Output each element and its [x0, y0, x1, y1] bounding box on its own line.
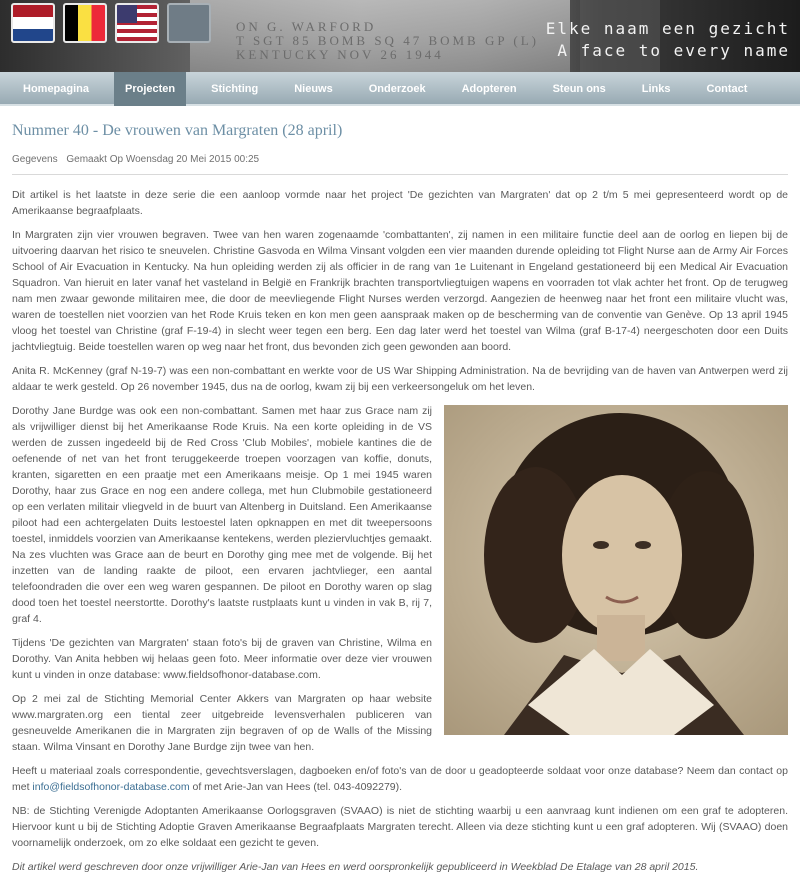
article-title: Nummer 40 - De vrouwen van Margraten (28 april) [12, 122, 343, 139]
site-slogan [546, 18, 790, 62]
nav-stichting[interactable]: Stichting [211, 83, 259, 95]
nav-nieuws[interactable]: Nieuws [294, 83, 333, 95]
nav-onderzoek[interactable]: Onderzoek [368, 83, 426, 95]
meta-divider [12, 174, 788, 175]
dutch-flag-icon[interactable] [11, 3, 55, 43]
article-paragraph: Anita R. McKenney (graf N-19-7) was een non-combattant en werkte voor de US War Shipping Administration. Na de bevrijding van de haven van Antwerpen werd zij aldaar te werk gesteld. Op 26 november 1945, dus na de oorlog, kwam zij bij een verkeersongeluk om het leven. [12, 365, 788, 393]
nav-projecten[interactable]: Projecten [114, 72, 186, 106]
headstone-engraving: ON G. WARFORD T SGT 85 BOMB SQ 47 BOMB GP (L) KENTUCKY NOV 26 1944 [236, 19, 539, 62]
nav-links[interactable]: Links [641, 83, 671, 95]
article-paragraph: In Margraten zijn vier vrouwen begraven. Twee van hen waren zogenaamde 'combattanten', zij namen in een militaire functie deel aan de oorlog en liepen bij de uitvoering daarvan het risico te sneuvelen. Christine Gasvoda en Wilma Vinsant volgden een vier maanden durende opleiding tot Flight Nurse aan de Army Air Forces School of Air Evacuation in Kentucky. Na hun opleiding werden zij als officier in de rang van 1e Luitenant in Engeland gestationeerd bij een Medical Air Evacuation Squadron. Van hieruit en later vanaf het vasteland in België en Frankrijk brachten transportvliegtuigen wapens en voorraden tot vlak achter het front. Op de terugweg nam men zwaar gewonde militairen mee, die door de meevliegende Flight Nurses werden verzorgd. Aangezien de heenweg naar het front een militaire vlucht was, waren de toestellen niet voorzien van het Rode Kruis teken en kon men geen aanspraak maken op de bescherming van de conventie van Genève. Op 13 april 1945 vloog het toestel van Christine (graf F-19-4) in slecht weer tegen een berg. Een dag later werd het toestel van Wilma (graf B-17-4) neergeschoten door een Duits jachtvliegtuig. Beide toestellen waren op weg naar het front, dus bevonden zich geen gewonden aan boord. [12, 229, 788, 353]
nav-contact[interactable]: Contact [706, 83, 748, 95]
nav-steun-ons[interactable]: Steun ons [552, 83, 606, 95]
article-paragraph [12, 763, 788, 795]
site-header [0, 0, 800, 72]
main-navigation [0, 72, 800, 106]
belgian-flag-icon[interactable] [63, 3, 107, 43]
dorothy-portrait-photo [444, 405, 788, 735]
contact-text: Heeft u materiaal zoals correspondentie, gevechtsverslagen, dagboeken en/of foto's van de door u geadopteerde soldaat voor onze database? Neem dan contact op met [12, 765, 788, 793]
article-created-date: Gemaakt Op Woensdag 20 Mei 2015 00:25 [66, 154, 260, 165]
us-flag-icon[interactable] [115, 3, 159, 43]
article-paragraph: Dorothy Jane Burdge was ook een non-combattant. Samen met haar zus Grace nam zij als vrijwilliger dienst bij het Amerikaanse Rode Kruis. Na een korte opleiding in de VS werden de zussen ingedeeld bij de Red Cross 'Club Mobiles', mobiele kantines die de oefenende of net van het front teruggekeerde troepen voorzagen van koffie, donuts, kranten, sigaretten en een praatje met een Amerikaans meisje. Op 1 mei 1945 waren Dorothy, haar zus Grace en nog een andere collega, met hun Clubmobile gestationeerd op een verlaten militair vliegveld in de buurt van Altenberg in Duitsland. Een Amerikaanse piloot had een achtergelaten Duits lestoestel laten opknappen en met dit tweepersoons toestel, inmiddels voorzien van Amerikaanse kentekens, werden pleziervluchtjes gemaakt. Na zes vluchten was Grace aan de beurt en Dorothy ging mee met de volgende. Bij het inzetten van de landing raakte de piloot, een ervaren jachtvlieger, een aantal telefoondraden die over een weg waren gespannen. De piloot en Dorothy waren op slag dood toen het toestel neerstortte. Dorothy's laatste rustplaats kunt u vinden in vak B, rij 7, graf 4. [12, 405, 432, 625]
article-paragraph: Op 2 mei zal de Stichting Memorial Center Akkers van Margraten op haar website www.margraten.org een tiental zeer uitgebreide levensverhalen publiceren van gesneuvelde Amerikanen die in Margraten zijn begraven of op de Walls of the Missing staan. Wilma Vinsant en Dorothy Jane Burdge zijn twee van hen. [12, 693, 432, 753]
article-category: Gegevens [12, 154, 58, 165]
language-flags [11, 3, 211, 43]
article-closing-note: Dit artikel werd geschreven door onze vrijwilliger Arie-Jan van Hees en werd oorspronkelijk gepubliceerd in Weekblad De Etalage van 28 april 2015. [12, 861, 699, 873]
nav-adopteren[interactable]: Adopteren [461, 83, 517, 95]
article-paragraph: Tijdens 'De gezichten van Margraten' staan foto's bij de graven van Christine, Wilma en Dorothy. Van Anita hebben wij helaas geen foto. Meer informatie over deze vier vrouwen kunt u vinden in onze database: www.fieldsofhonor-database.com. [12, 637, 432, 681]
contact-email-link[interactable]: info@fieldsofhonor-database.com [32, 781, 190, 793]
nav-homepagina[interactable]: Homepagina [23, 83, 90, 95]
contact-text-end: of met Arie-Jan van Hees (tel. 043-4092279). [189, 781, 403, 793]
article-paragraph: Dit artikel is het laatste in deze serie die een aanloop vormde naar het project 'De gezichten van Margraten' dat op 2 t/m 5 mei gepresenteerd wordt op de Amerikaanse begraafplaats. [12, 189, 788, 217]
article-content [0, 106, 800, 875]
article-meta [12, 154, 788, 165]
article-paragraph: NB: de Stichting Verenigde Adoptanten Amerikaanse Oorlogsgraven (SVAAO) is niet de stichting waarbij u een aanvraag kunt indienen om een graf te adopteren. Hiervoor kunt u bij de Stichting Adoptie Graven Amerikaanse Begraafplaats Margraten terecht. Alleen via deze stichting kunt u een graf adopteren. Wij (SVAAO) doen voornamelijk onderzoek, om zo elke soldaat een gezicht te geven. [12, 805, 788, 849]
slogan-dutch: Elke naam een gezicht [545, 19, 790, 38]
blank-flag-slot [167, 3, 211, 43]
slogan-english: A face to every name [557, 41, 790, 60]
